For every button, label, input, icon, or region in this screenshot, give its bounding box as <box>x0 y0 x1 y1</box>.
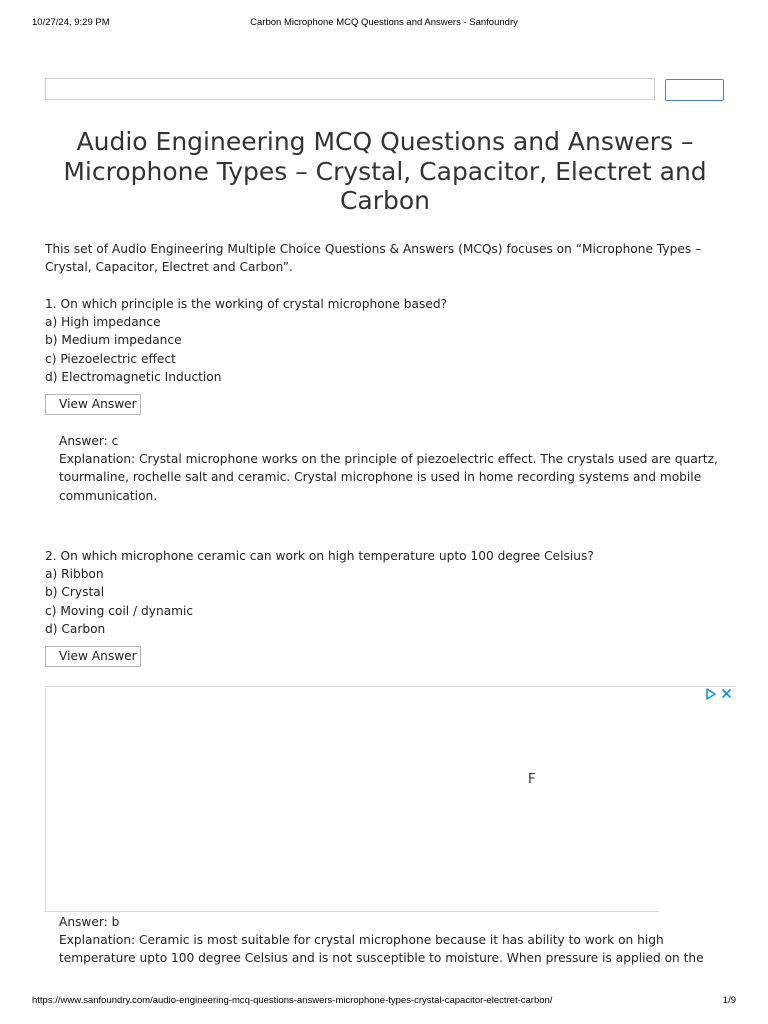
question-block-1 <box>45 295 725 386</box>
advertisement-frame[interactable] <box>45 686 736 912</box>
adchoices-icon[interactable] <box>707 689 715 699</box>
print-doc-title: Carbon Microphone MCQ Questions and Answers - Sanfoundry <box>250 17 518 28</box>
explanation-text: Explanation: Ceramic is most suitable for crystal microphone because it has ability to work on high temperature upto 100 degree Celsius and is not susceptible to moisture. When pressure is applied on the <box>59 933 704 966</box>
option-a: a) Ribbon <box>45 567 104 582</box>
intro-paragraph <box>45 240 725 276</box>
option-c: c) Moving coil / dynamic <box>45 603 194 618</box>
answer-text: Answer: b <box>59 915 120 929</box>
ad-controls[interactable] <box>705 687 735 701</box>
search-button[interactable] <box>665 79 724 101</box>
print-header <box>32 17 736 31</box>
ad-content-letter: F <box>528 772 536 787</box>
ad-divider <box>45 911 659 912</box>
search-input[interactable] <box>45 78 655 100</box>
page-title: Audio Engineering MCQ Questions and Answers – Microphone Types – Crystal, Capacitor, Electret and Carbon <box>63 127 707 215</box>
option-a: a) High impedance <box>45 315 161 330</box>
question-text: 1. On which principle is the working of crystal microphone based? <box>45 297 448 311</box>
question-block-2 <box>45 547 725 638</box>
answer-text: Answer: c <box>59 434 119 448</box>
option-d: d) Carbon <box>45 621 106 636</box>
page-number: 1/9 <box>722 995 736 1006</box>
print-url: https://www.sanfoundry.com/audio-engineering-mcq-questions-answers-microphone-types-crystal-capacitor-electret-carbon/ <box>32 995 553 1006</box>
print-datetime: 10/27/24, 9:29 PM <box>32 17 110 28</box>
option-d: d) Electromagnetic Induction <box>45 369 222 384</box>
close-icon[interactable] <box>723 690 730 697</box>
question-text: 2. On which microphone ceramic can work on high temperature upto 100 degree Celsius? <box>45 549 594 563</box>
option-b: b) Medium impedance <box>45 333 182 348</box>
view-answer-button-1[interactable]: View Answer <box>45 394 141 415</box>
print-footer <box>32 995 736 1009</box>
answer-block-2 <box>59 913 724 968</box>
intro-text: This set of Audio Engineering Multiple Choice Questions & Answers (MCQs) focuses on “Microphone Types – Crystal, Capacitor, Electret and Carbon”. <box>45 242 702 275</box>
answer-block-1 <box>59 432 724 505</box>
view-answer-button-2[interactable]: View Answer <box>45 646 141 667</box>
option-b: b) Crystal <box>45 585 105 600</box>
option-c: c) Piezoelectric effect <box>45 351 176 366</box>
explanation-text: Explanation: Crystal microphone works on the principle of piezoelectric effect. The crystals used are quartz, tourmaline, rochelle salt and ceramic. Crystal microphone is used in home recording systems and mobile communication. <box>59 452 718 503</box>
